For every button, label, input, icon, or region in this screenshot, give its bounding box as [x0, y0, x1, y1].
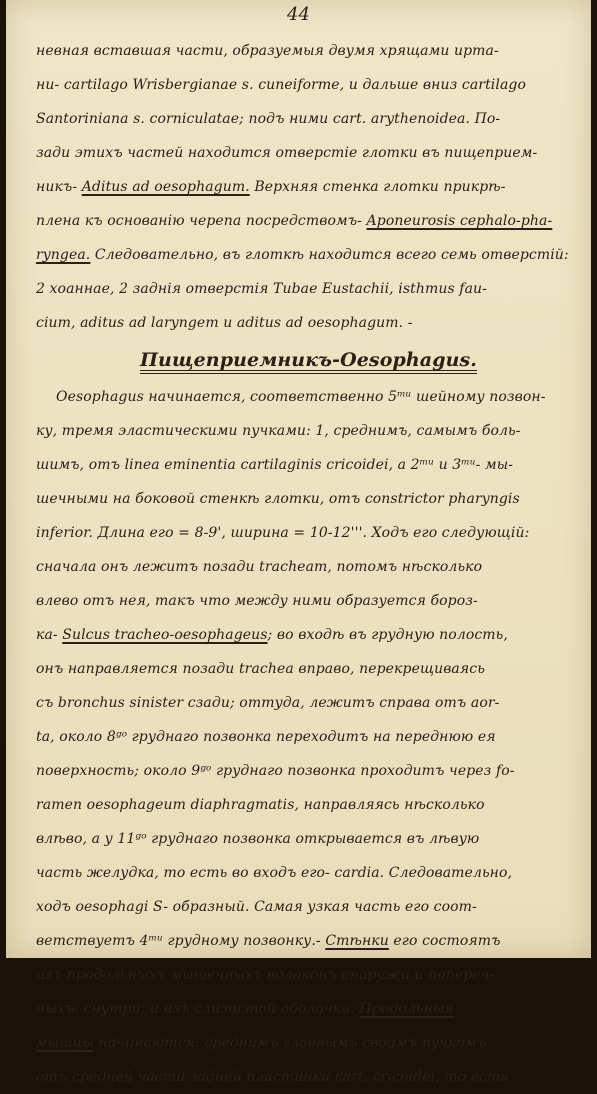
text-run: никъ- — [36, 179, 82, 195]
manuscript-text — [36, 34, 581, 1094]
text-line — [36, 992, 581, 1026]
text-line — [36, 924, 581, 958]
text-run: зади этихъ частей находится отверстіе глотки въ пищеприем- — [36, 145, 538, 161]
text-run: Следовательно, въ глоткѣ находится всего семь отверстій: — [90, 247, 569, 263]
underlined-term: ryngea. — [36, 247, 91, 263]
text-run: его состоятъ — [388, 933, 501, 949]
text-run: изъ продольныхъ мышечныхъ волоконъ снаружи и попереч- — [36, 967, 495, 983]
underlined-term: Продольныя — [359, 1001, 454, 1017]
text-line — [36, 272, 581, 306]
text-run: начинаются: среднимъ главнымъ своимъ пучкомъ — [93, 1035, 487, 1051]
text-line — [36, 448, 581, 482]
text-line — [36, 34, 581, 68]
paragraph-larynx — [36, 34, 581, 340]
text-run: Santoriniana s. corniculatae; подъ ними cart. arythenoidea. По- — [36, 111, 501, 127]
text-line — [36, 516, 581, 550]
text-run: ходъ oesophagi S- образный. Самая узкая часть его соот- — [36, 899, 477, 915]
text-run: 2 хоаннае, 2 заднія отверстія Tubae Eustachii, isthmus fau- — [36, 281, 487, 297]
text-run: сначала онъ лежитъ позади tracheam, потомъ нѣсколько — [36, 559, 483, 575]
text-run: поверхность; около 9ᵍᵒ груднаго позвонка проходитъ через fo- — [36, 763, 515, 779]
text-run: Верхняя стенка глотки прикрѣ- — [249, 179, 506, 195]
text-line — [36, 1060, 581, 1094]
text-line — [36, 584, 581, 618]
text-run: часть желудка, то есть во входъ его- cardia. Следовательно, — [36, 865, 513, 881]
text-line — [36, 550, 581, 584]
text-run: влево отъ нея, такъ что между ними образуется бороз- — [36, 593, 478, 609]
text-line — [36, 890, 581, 924]
text-line — [36, 652, 581, 686]
text-line — [36, 306, 581, 340]
text-run: ; во входѣ въ грудную полость, — [267, 627, 508, 643]
text-line — [36, 170, 581, 204]
section-heading — [36, 340, 581, 380]
section-heading-text: Пищеприемникъ-Oesophagus. — [139, 349, 478, 371]
text-line — [36, 788, 581, 822]
text-line — [36, 958, 581, 992]
text-line — [36, 482, 581, 516]
text-line — [36, 204, 581, 238]
text-line — [36, 102, 581, 136]
text-line — [36, 618, 581, 652]
text-run: ta, около 8ᵍᵒ груднаго позвонка переходитъ на переднюю ея — [36, 729, 496, 745]
text-line — [36, 414, 581, 448]
underlined-term: мышцы — [36, 1035, 94, 1051]
page-number: 44 — [287, 4, 310, 25]
text-run: влѣво, а у 11ᵍᵒ груднаго позвонка открывается въ лѣвую — [36, 831, 480, 847]
underlined-term: Aponeurosis cephalo-pha- — [366, 213, 553, 229]
text-line — [36, 686, 581, 720]
text-run: онъ направляется позади trachea вправо, перекрещиваясь — [36, 661, 485, 677]
manuscript-page — [6, 0, 591, 1085]
paragraph-oesophagus — [36, 380, 581, 1094]
text-line — [36, 1026, 581, 1060]
text-run: ныхъ- снутри, и изъ слизистой оболочки. — [36, 1001, 360, 1017]
text-line — [36, 720, 581, 754]
text-run: невная вставшая части, образуемыя двумя хрящами ирта- — [36, 43, 499, 59]
text-line — [36, 238, 581, 272]
text-run: плена къ основанію черепа посредствомъ- — [36, 213, 367, 229]
text-line — [36, 856, 581, 890]
text-line — [36, 136, 581, 170]
underlined-term: Sulcus tracheo-oesophageus — [62, 627, 268, 643]
text-run: шимъ, отъ linea eminentia cartilaginis cricoidei, а 2ᵐᵘ и 3ᵐᵘ- мы- — [36, 457, 514, 473]
underlined-term: Стѣнки — [325, 933, 389, 949]
text-run: ка- — [36, 627, 63, 643]
text-run: отъ средней части задней пластинки cart. cricoidei, то есть — [36, 1069, 509, 1085]
text-run: ку, тремя эластическими пучками: 1, среднимъ, самымъ боль- — [36, 423, 521, 439]
text-line — [36, 380, 581, 414]
text-run: ветствуетъ 4ᵐᵘ грудному позвонку.- — [36, 933, 326, 949]
underlined-term: Aditus ad oesophagum. — [81, 179, 250, 195]
text-run: шечными на боковой стенкѣ глотки, отъ constrictor pharyngis — [36, 491, 520, 507]
text-run: inferior. Длина его = 8-9', ширина = 10-12'''. Ходъ его следующій: — [36, 525, 530, 541]
text-run: съ bronchus sinister сзади; оттуда, лежитъ справа отъ aor- — [36, 695, 500, 711]
text-line — [36, 68, 581, 102]
text-run: ramen oesophageum diaphragmatis, направляясь нѣсколько — [36, 797, 485, 813]
text-line — [36, 754, 581, 788]
text-run: ни- cartilago Wrisbergianae s. cuneiforme, и дальше вниз cartilago — [36, 77, 526, 93]
text-run: cium, aditus ad laryngem и aditus ad oesophagum. - — [36, 315, 413, 331]
text-run: Oesophagus начинается, соответственно 5ᵐᵘ шейному позвон- — [56, 389, 546, 405]
text-line — [36, 822, 581, 856]
